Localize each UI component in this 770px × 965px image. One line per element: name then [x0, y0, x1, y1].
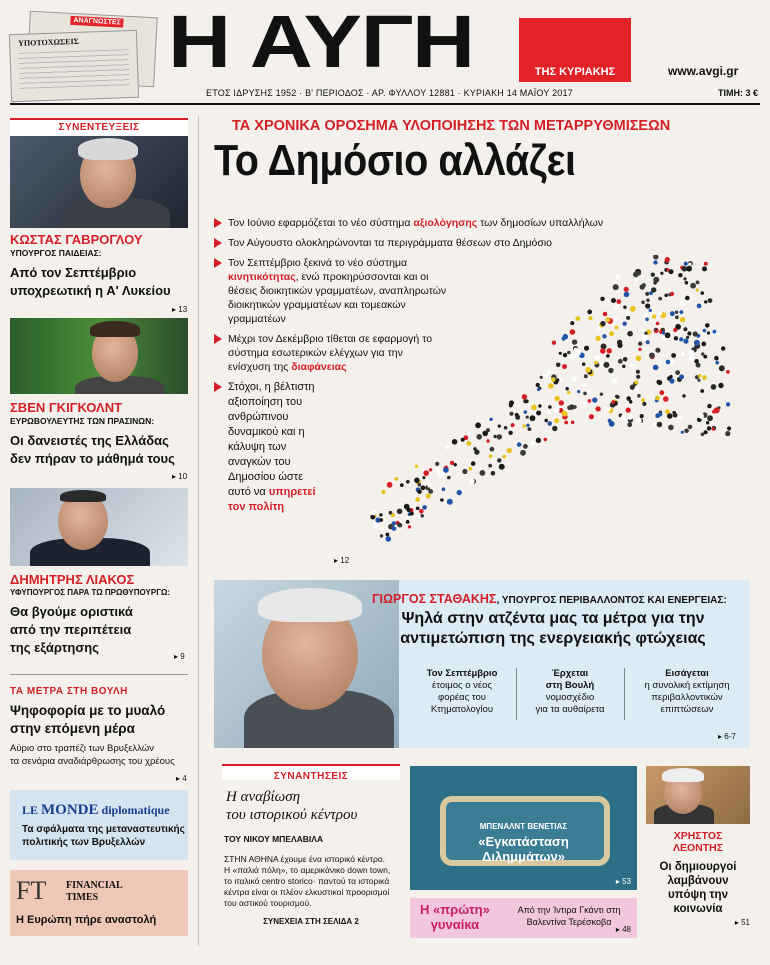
leontis-title-line3: υπόψη την: [668, 889, 728, 901]
bullet-5-line4: δυναμικού και η: [228, 426, 305, 438]
bullet-3-line3: θέσεις διοικητικών γραμματέων, αναπληρωτών: [228, 285, 447, 297]
crowd-person: [374, 523, 379, 528]
main-kicker: ΤΑ ΧΡΟΝΙΚΑ ΟΡΟΣΗΜΑ ΥΛΟΠΟΙΗΣΗΣ ΤΩΝ ΜΕΤΑΡΡΥΘΜΙΣΕΩΝ: [232, 118, 671, 134]
interview-1-title-line2[interactable]: υποχρεωτική η Α' Λυκείου: [10, 283, 171, 298]
vouli-title-line1[interactable]: Ψηφοφορία με το μυαλό: [10, 703, 166, 718]
bullet-2: [214, 236, 734, 250]
vouli-section-label: ΤΑ ΜΕΤΡΑ ΣΤΗ ΒΟΥΛΗ: [10, 686, 128, 697]
bullet-4-highlight: διαφάνειας: [291, 361, 347, 373]
bullet-arrow-icon: [214, 334, 222, 344]
synantiseis-text-2: Η «παλιά πόλη», το αμερικάνικο down town,: [224, 865, 391, 875]
interview-2-title-line2[interactable]: δεν πήραν το μάθημά τους: [10, 451, 175, 466]
stathakis-title[interactable]: [363, 609, 743, 649]
interview-3-name: ΔΗΜΗΤΡΗΣ ΛΙΑΚΟΣ: [10, 572, 135, 587]
bullet-5-line7: Δημοσίου ώστε: [228, 471, 303, 483]
col3-line2: περιβαλλοντικών: [651, 692, 723, 703]
stathakis-role: , ΥΠΟΥΡΓΟΣ ΠΕΡΙΒΑΛΛΟΝΤΟΣ ΚΑΙ ΕΝΕΡΓΕΙΑΣ:: [496, 595, 727, 606]
ft-text: Η Ευρώπη πήρε αναστολή: [16, 914, 157, 926]
bullet-3-line4: διοικητικών γραμματέων και τομεακών: [228, 299, 406, 311]
col2-line2: για τα αυθαίρετα: [535, 704, 605, 715]
leontis-box[interactable]: [646, 766, 750, 927]
first-woman-desc-line2: Βαλεντίνα Τερέσκοβα: [526, 917, 612, 927]
divider: [10, 674, 188, 675]
main-headline[interactable]: Το Δημόσιο αλλάζει: [214, 136, 576, 185]
bullet-4-line1: Μέχρι τον Δεκέμβριο τίθεται σε εφαρμογή το: [228, 333, 433, 345]
first-woman-desc-line1: Από την Ίντιρα Γκάντι στη: [517, 905, 621, 915]
bullet-3-line5: γραμματέων: [228, 313, 286, 325]
bullet-1: [214, 216, 734, 230]
crowd-person: [408, 525, 411, 528]
crowd-person: [397, 523, 401, 527]
leontis-photo: [646, 766, 750, 824]
bullet-5: [214, 380, 734, 515]
crowd-person: [386, 533, 390, 537]
col2-bold2: στη Βουλή: [545, 680, 595, 691]
hair-shape: [78, 138, 138, 160]
synantiseis-box[interactable]: [222, 764, 400, 926]
gavroglou-photo[interactable]: [10, 136, 188, 228]
synantiseis-text: [222, 854, 400, 909]
leontis-title-line2: λαμβάνουν: [667, 875, 729, 887]
leontis-name: [646, 830, 750, 854]
bullet-arrow-icon: [214, 382, 222, 392]
hair-shape: [258, 588, 362, 622]
bullet-5-highlight2: τον πολίτη: [228, 501, 285, 513]
biennale-page: ▸ 53: [615, 877, 631, 886]
interview-2-title-line1[interactable]: Οι δανειστές της Ελλάδας: [10, 433, 169, 448]
synantiseis-text-4: κέντρα είναι οι πλέον ελκυστικοί προορισμοί: [224, 887, 390, 897]
leontis-name-line1: ΧΡΗΣΤΟΣ: [673, 830, 723, 842]
interview-1-role: ΥΠΟΥΡΓΟΣ ΠΑΙΔΕΙΑΣ:: [10, 248, 102, 258]
main-page: ▸ 12: [334, 556, 350, 565]
bullet-4: [214, 332, 734, 374]
leontis-title-line4: κοινωνία: [673, 903, 723, 915]
hair-shape: [662, 768, 704, 782]
preview-label: ΑΝΑΓΝΩΣΤΕΣ: [70, 16, 124, 28]
monde-le: LE: [22, 803, 39, 817]
stathakis-name: ΓΙΩΡΓΟΣ ΣΤΑΘΑΚΗΣ: [372, 592, 497, 606]
ft-logo: FT: [16, 876, 47, 905]
interviews-section-label: ΣΥΝΕΝΤΕΥΞΕΙΣ: [58, 122, 140, 133]
crowd-person: [380, 534, 383, 537]
interview-1-title-line1[interactable]: Από τον Σεπτέμβριο: [10, 265, 137, 280]
preview-paper-front: [9, 30, 139, 102]
stathakis-col1: [412, 668, 512, 716]
synantiseis-text-5: του αστικού τουρισμού.: [224, 898, 312, 908]
vouli-page: ▸ 4: [176, 774, 187, 783]
first-woman-title-line2: γυναίκα: [430, 917, 480, 932]
price: ΤΙΜΗ: 3 €: [718, 88, 759, 98]
interview-2-name: ΣΒΕΝ ΓΚΙΓΚΟΛΝΤ: [10, 400, 123, 415]
stathakis-name-line: [372, 592, 727, 606]
col3-bold: Εισάγεται: [665, 668, 709, 679]
bullet-1-highlight: αξιολόγησης: [413, 217, 478, 229]
hair-shape: [90, 321, 140, 337]
biennale-title-line2: Διλημμάτων»: [482, 849, 565, 864]
stathakis-col3: [628, 668, 746, 716]
interview-3-page: ▸ 9: [174, 652, 185, 661]
bullet-4-line2: σύστημα εσωτερικών ελέγχων για την: [228, 347, 403, 359]
col1-line1: έτοιμος ο νέος: [432, 680, 492, 691]
interview-3-role: ΥΦΥΠΟΥΡΓΟΣ ΠΑΡΑ ΤΩ ΠΡΩΘΥΠΟΥΡΓΩ:: [10, 588, 171, 597]
vouli-text-line2: τα σενάρια αναδιάρθρωσης του χρέους: [10, 756, 175, 767]
synantiseis-title: [222, 788, 400, 824]
bullet-5-line6: αναγκών του: [228, 456, 291, 468]
interview-3-title-line3[interactable]: της εξάρτησης: [10, 640, 99, 655]
column-divider: [198, 116, 199, 946]
bullet-1-text: Τον Ιούνιο εφαρμόζεται το νέο σύστημα: [228, 217, 414, 229]
synantiseis-continued[interactable]: ΣΥΝΕΧΕΙΑ ΣΤΗ ΣΕΛΙΔΑ 2: [263, 917, 359, 926]
biennale-title: [410, 834, 637, 864]
ft-name-line2: TIMES: [66, 892, 99, 903]
bullet-3-highlight: κινητικότητας: [228, 271, 296, 283]
leontis-title: [646, 860, 750, 916]
leontis-title-line1: Οι δημιουργοί: [659, 861, 737, 873]
leontis-name-line2: ΛΕΟΝΤΗΣ: [672, 842, 724, 854]
monde-box[interactable]: [10, 790, 188, 860]
monde-text-line2: πολιτικής των Βρυξελλών: [22, 837, 146, 848]
edition-badge: [519, 18, 631, 82]
crowd-person: [380, 526, 384, 530]
bullet-3: [214, 256, 734, 326]
bullet-3-line1: Τον Σεπτέμβριο ξεκινά το νέο σύστημα: [228, 257, 408, 269]
preview-text-lines: [19, 49, 130, 93]
first-woman-title-line1: Η «πρώτη»: [420, 902, 490, 917]
bullet-2-text: Τον Αύγουστο ολοκληρώνονται τα περιγράμματα θέσεων στο Δημόσιο: [228, 237, 553, 249]
stathakis-page: ▸ 6-7: [718, 732, 736, 741]
col1-line2: φορέας του: [438, 692, 486, 703]
biennale-label: ΜΠΕΝΑΛΝΤ ΒΕΝΕΤΙΑΣ: [479, 822, 568, 831]
stathakis-col2: [520, 668, 620, 716]
synantiseis-title-line1: Η αναβίωση: [226, 789, 301, 805]
bullet-5-line5: κάλυψη των: [228, 441, 287, 453]
monde-logo: MONDE: [41, 802, 99, 818]
monde-text-line1: Τα σφάλματα της μεταναστευτικής: [22, 824, 185, 835]
giegold-photo[interactable]: [10, 318, 188, 394]
masthead-divider: [10, 103, 760, 105]
bullet-arrow-icon: [214, 238, 222, 248]
crowd-person: [386, 536, 392, 542]
synantiseis-text-3: το ιταλικό centro storico· παντού τα ιστορικά: [224, 876, 390, 886]
issue-info: ΕΤΟΣ ΙΔΡΥΣΗΣ 1952 · Β' ΠΕΡΙΟΔΟΣ · ΑΡ. ΦΥΛΛΟΥ 12881 · ΚΥΡΙΑΚΗ 14 ΜΑΪΟΥ 2017: [206, 88, 573, 98]
col2-bold1: Έρχεται: [551, 668, 589, 679]
col-divider: [624, 668, 625, 720]
bullet-5-highlight1: υπηρετεί: [268, 486, 316, 498]
main-bullets: [214, 216, 734, 521]
col1-bold: Τον Σεπτέμβριο: [426, 668, 498, 679]
first-woman-title: [420, 902, 490, 932]
edition-label: ΤΗΣ ΚΥΡΙΑΚΗΣ: [534, 66, 616, 78]
col-divider: [516, 668, 517, 720]
synantiseis-title-line2: του ιστορικού κέντρου: [226, 807, 358, 823]
website-link[interactable]: www.avgi.gr: [668, 64, 739, 78]
newspaper-preview-image: [10, 14, 158, 100]
synantiseis-author: ΤΟΥ ΝΙΚΟΥ ΜΠΕΛΑΒΙΛΑ: [224, 834, 324, 844]
interview-3-title-line1[interactable]: Θα βγούμε οριστικά: [10, 604, 133, 619]
col3-line1: η συνολική εκτίμηση: [644, 680, 730, 691]
col3-line3: επιπτώσεων: [660, 704, 714, 715]
leontis-page: ▸ 51: [734, 918, 750, 927]
hair-shape: [60, 490, 106, 502]
bullet-5-line1: Στόχοι, η βέλτιστη: [228, 381, 315, 393]
monde-diplomatique: diplomatique: [101, 803, 170, 817]
interview-2-page: ▸ 10: [172, 472, 188, 481]
first-woman-box[interactable]: [410, 898, 637, 938]
biennale-box[interactable]: [410, 766, 637, 890]
col1-line3: Κτηματολογίου: [430, 704, 494, 715]
crowd-person: [392, 526, 397, 531]
bullet-5-line3: ανθρώπινου: [228, 411, 289, 423]
newspaper-title: Η ΑΥΓΗ: [168, 0, 474, 83]
vouli-text-line1: Αύριο στο τραπέζι των Βρυξελλών: [10, 743, 154, 754]
interviews-section-header: [10, 118, 188, 136]
ft-box[interactable]: [10, 870, 188, 936]
ft-name-line1: FINANCIAL: [66, 880, 123, 891]
stathakis-title-line1: Ψηλά στην ατζέντα μας τα μέτρα για την: [401, 610, 705, 627]
crowd-person: [392, 521, 396, 525]
biennale-title-line1: «Εγκατάσταση: [478, 834, 569, 849]
first-woman-desc: [510, 904, 628, 928]
bullet-5-line8: αυτό να: [228, 486, 269, 498]
liakos-photo[interactable]: [10, 488, 188, 566]
bullet-arrow-icon: [214, 258, 222, 268]
bullet-4-line3: ενίσχυση της: [228, 361, 292, 373]
interview-1-name: ΚΩΣΤΑΣ ΓΑΒΡΟΓΛΟΥ: [10, 232, 143, 247]
interview-3-title-line2[interactable]: από την περιπέτεια: [10, 622, 132, 637]
stathakis-title-line2: αντιμετώπιση της ενεργειακής φτώχειας: [400, 630, 706, 647]
bullet-arrow-icon: [214, 218, 222, 228]
interview-1-page: ▸ 13: [172, 305, 188, 314]
interview-2-role: ΕΥΡΩΒΟΥΛΕΥΤΗΣ ΤΩΝ ΠΡΑΣΙΝΩΝ:: [10, 416, 155, 426]
bullet-3-line2: , ενώ προκηρύσσονται και οι: [295, 271, 429, 283]
synantiseis-text-1: ΣΤΗΝ ΑΘΗΝΑ έχουμε ένα ιστορικό κέντρο.: [224, 854, 385, 864]
synantiseis-header: [222, 764, 400, 780]
synantiseis-label: ΣΥΝΑΝΤΗΣΕΙΣ: [273, 771, 349, 782]
vouli-title-line2[interactable]: στην επόμενη μέρα: [10, 721, 135, 736]
bullet-1-text-end: των δημοσίων υπαλλήλων: [477, 217, 604, 229]
first-woman-page: ▸ 48: [615, 925, 631, 934]
col2-line1: νομοσχέδιο: [545, 692, 595, 703]
preview-paper-title: ΥΠΟΤΟΧΩΣΕΙΣ: [18, 36, 80, 48]
bullet-5-line2: αξιοποίηση του: [228, 396, 303, 408]
